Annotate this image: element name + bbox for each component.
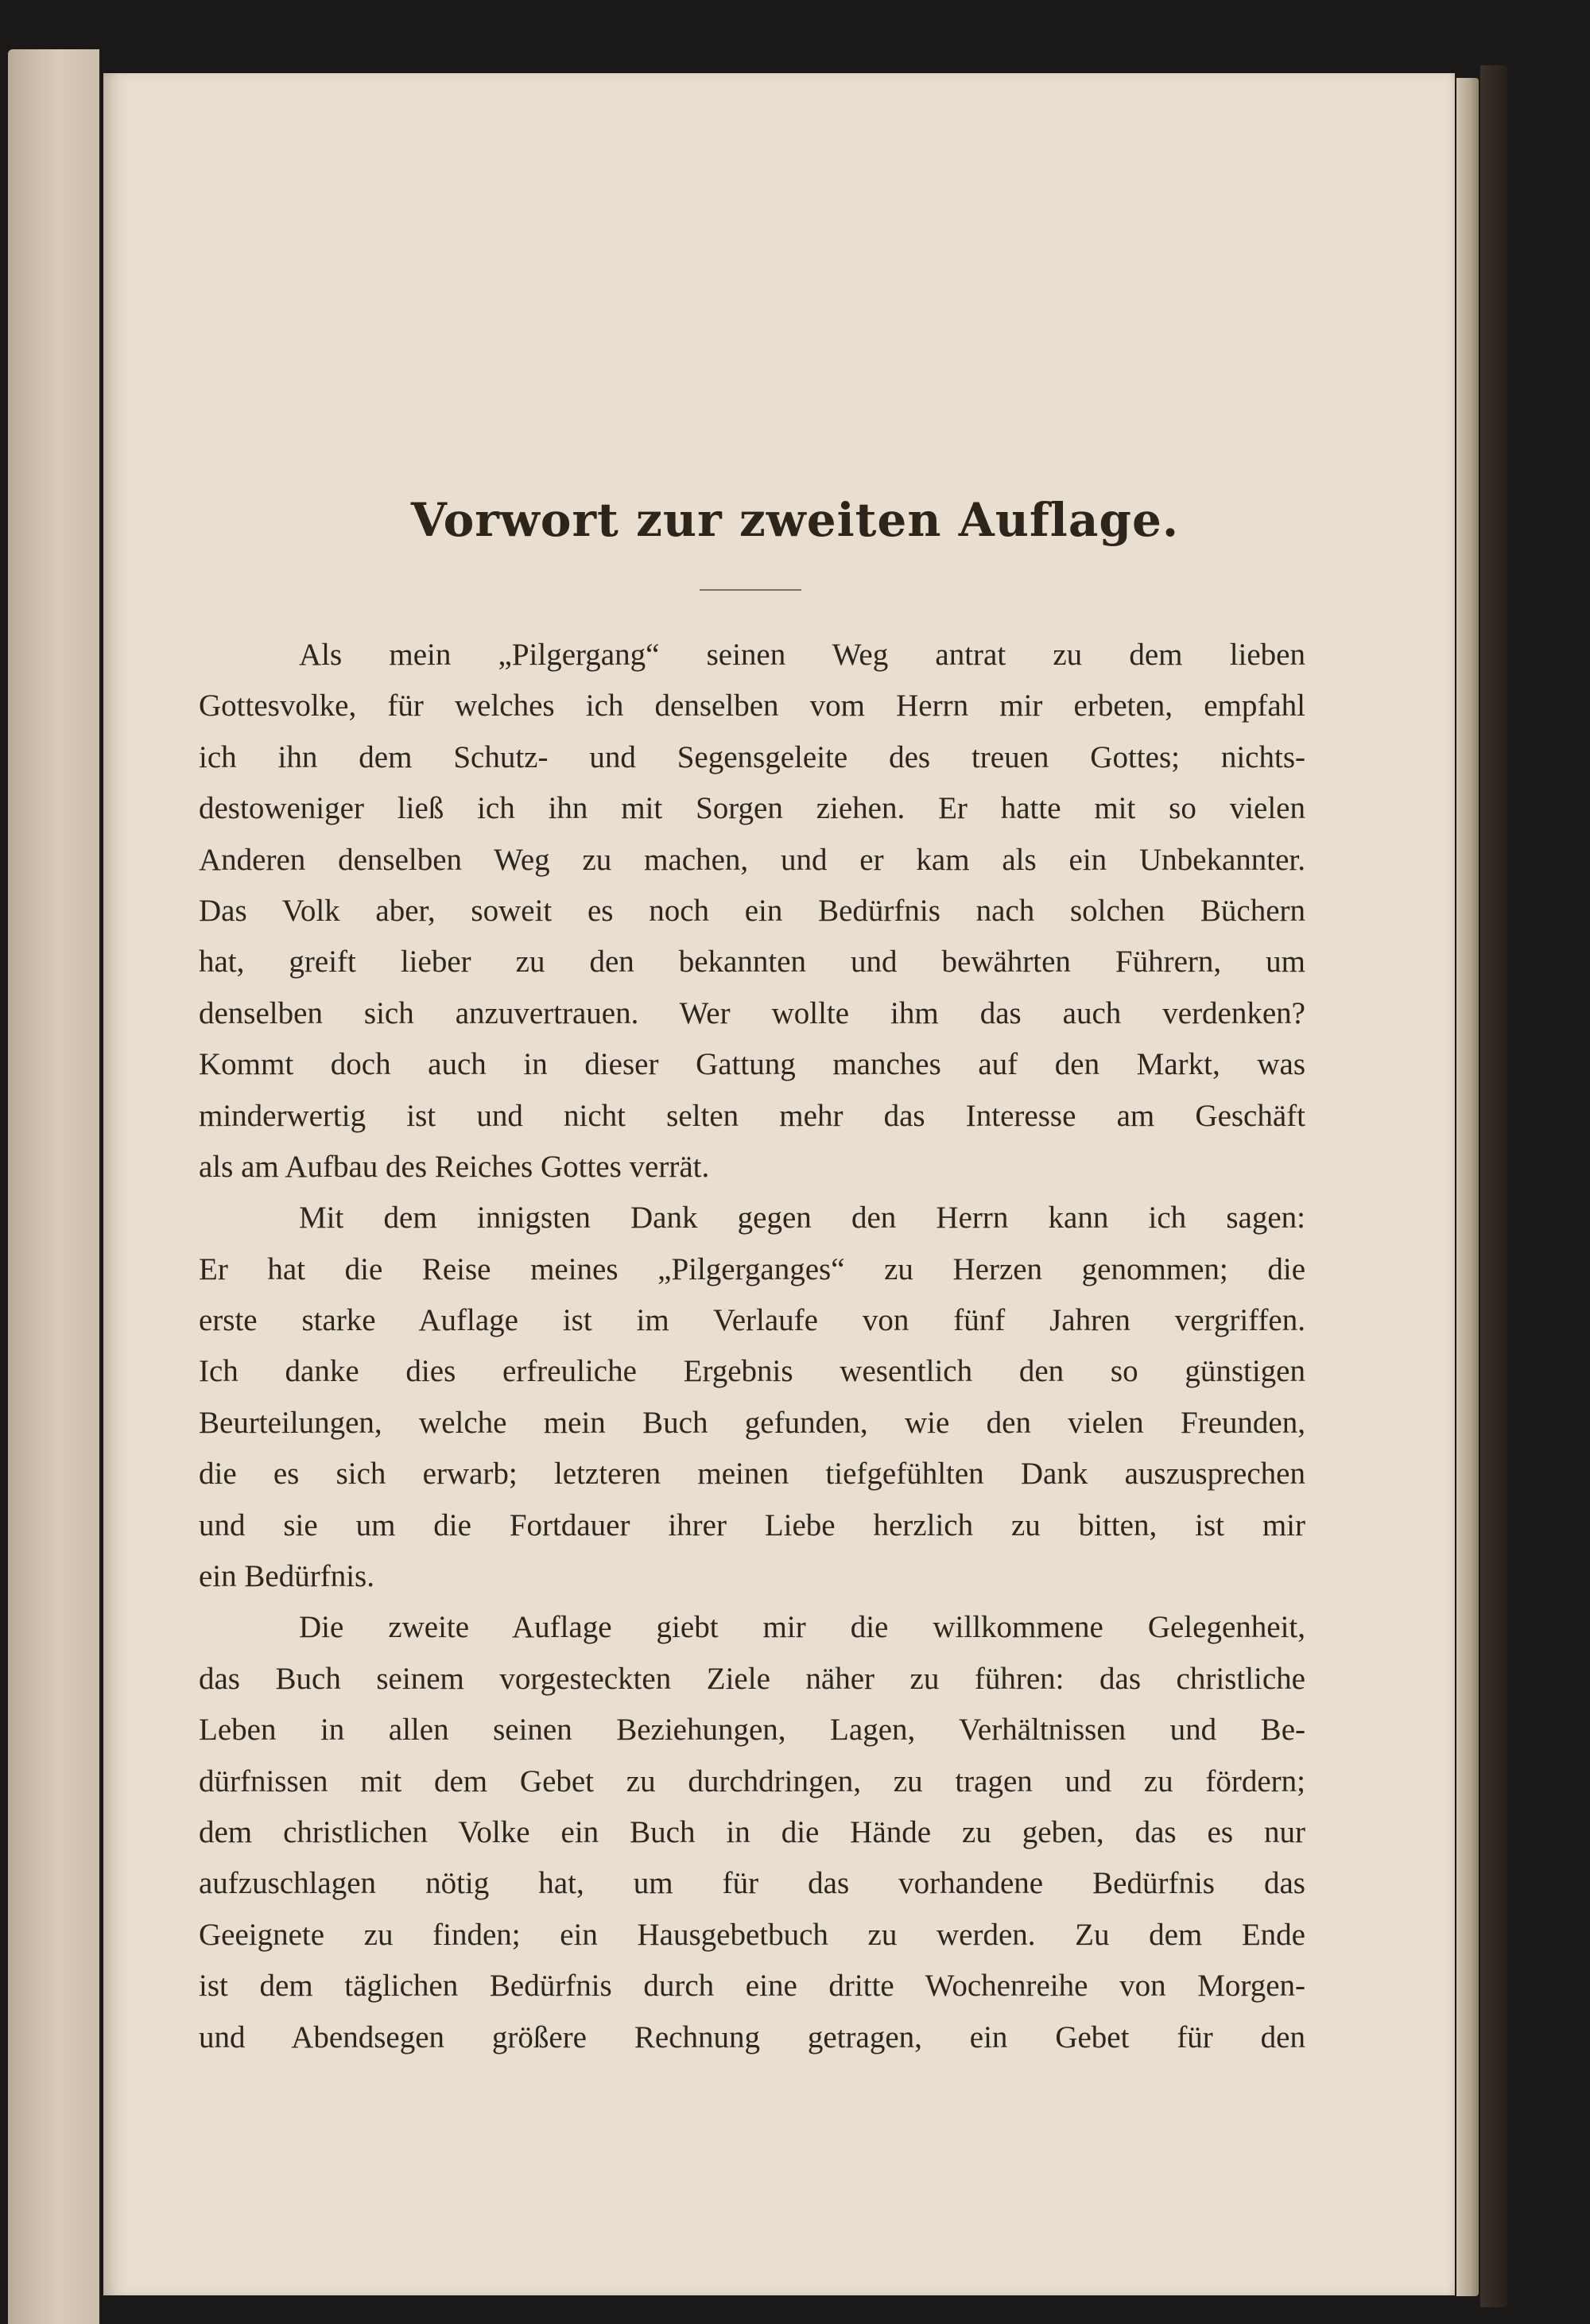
text-line: denselben sich anzuvertrauen. Wer wollte ihm das auch verdenken? <box>199 995 1305 1030</box>
book-cover-board <box>1480 65 1507 2307</box>
text-line: als am Aufbau des Reiches Gottes verrät. <box>199 1149 710 1184</box>
text-line: Kommt doch auch in dieser Gattung manches auf den Markt, was <box>199 1047 1305 1082</box>
text-line: Gottesvolke, für welches ich denselben vom Herrn mir erbeten, empfahl <box>199 689 1305 724</box>
page-heading: Vorwort zur zweiten Auflage. <box>410 493 1180 547</box>
text-line: destoweniger ließ ich ihn mit Sorgen ziehen. Er hatte mit so vielen <box>199 791 1305 826</box>
text-line: Die zweite Auflage giebt mir die willkommene Gelegenheit, <box>299 1610 1305 1645</box>
text-line: dem christlichen Volke ein Buch in die Hände zu geben, das es nur <box>199 1814 1305 1849</box>
left-page-edge <box>8 49 99 2324</box>
text-line: Anderen denselben Weg zu machen, und er kam als ein Unbekannter. <box>199 842 1305 877</box>
text-line: Leben in allen seinen Beziehungen, Lagen, Verhältnissen und Be- <box>199 1713 1305 1748</box>
text-line: Geeignete zu finden; ein Hausgebetbuch zu werden. Zu dem Ende <box>199 1917 1305 1952</box>
text-line: und Abendsegen größere Rechnung getragen, ein Gebet für den <box>199 2019 1305 2054</box>
text-line: Das Volk aber, soweit es noch ein Bedürfnis nach solchen Büchern <box>199 893 1305 928</box>
heading-rule <box>700 589 801 591</box>
text-line: Beurteilungen, welche mein Buch gefunden, wie den vielen Freunden, <box>199 1405 1305 1440</box>
text-line: Ich danke dies erfreuliche Ergebnis wesentlich den so günstigen <box>199 1354 1305 1389</box>
text-line: aufzuschlagen nötig hat, um für das vorhandene Bedürfnis das <box>199 1866 1305 1901</box>
paragraph-2 <box>199 1193 1305 1602</box>
text-line: die es sich erwarb; letzteren meinen tiefgefühlten Dank auszusprechen <box>199 1457 1305 1492</box>
body-text <box>199 630 1305 2063</box>
paragraph-1 <box>199 630 1305 1193</box>
text-line: hat, greift lieber zu den bekannten und bewährten Führern, um <box>199 945 1305 980</box>
text-line: ein Bedürfnis. <box>199 1559 374 1594</box>
text-line: Mit dem innigsten Dank gegen den Herrn kann ich sagen: <box>299 1201 1305 1236</box>
text-line: ist dem täglichen Bedürfnis durch eine dritte Wochenreihe von Morgen- <box>199 1969 1305 2004</box>
text-line: minderwertig ist und nicht selten mehr das Interesse am Geschäft <box>199 1098 1305 1133</box>
text-line: das Buch seinem vorgesteckten Ziele näher zu führen: das christliche <box>199 1661 1305 1696</box>
text-line: erste starke Auflage ist im Verlaufe von fünf Jahren vergriffen. <box>199 1303 1305 1338</box>
text-line: und sie um die Fortdauer ihrer Liebe herzlich zu bitten, ist mir <box>199 1507 1305 1542</box>
text-line: Als mein „Pilgergang“ seinen Weg antrat zu dem lieben <box>299 638 1305 672</box>
page-stack-edge <box>1456 78 1479 2296</box>
text-line: dürfnissen mit dem Gebet zu durchdringen, zu tragen und zu fördern; <box>199 1763 1305 1798</box>
text-line: Er hat die Reise meines „Pilgerganges“ zu Herzen genommen; die <box>199 1251 1305 1286</box>
text-line: ich ihn dem Schutz- und Segensgeleite des treuen Gottes; nichts- <box>199 739 1305 774</box>
paragraph-3 <box>199 1602 1305 2063</box>
